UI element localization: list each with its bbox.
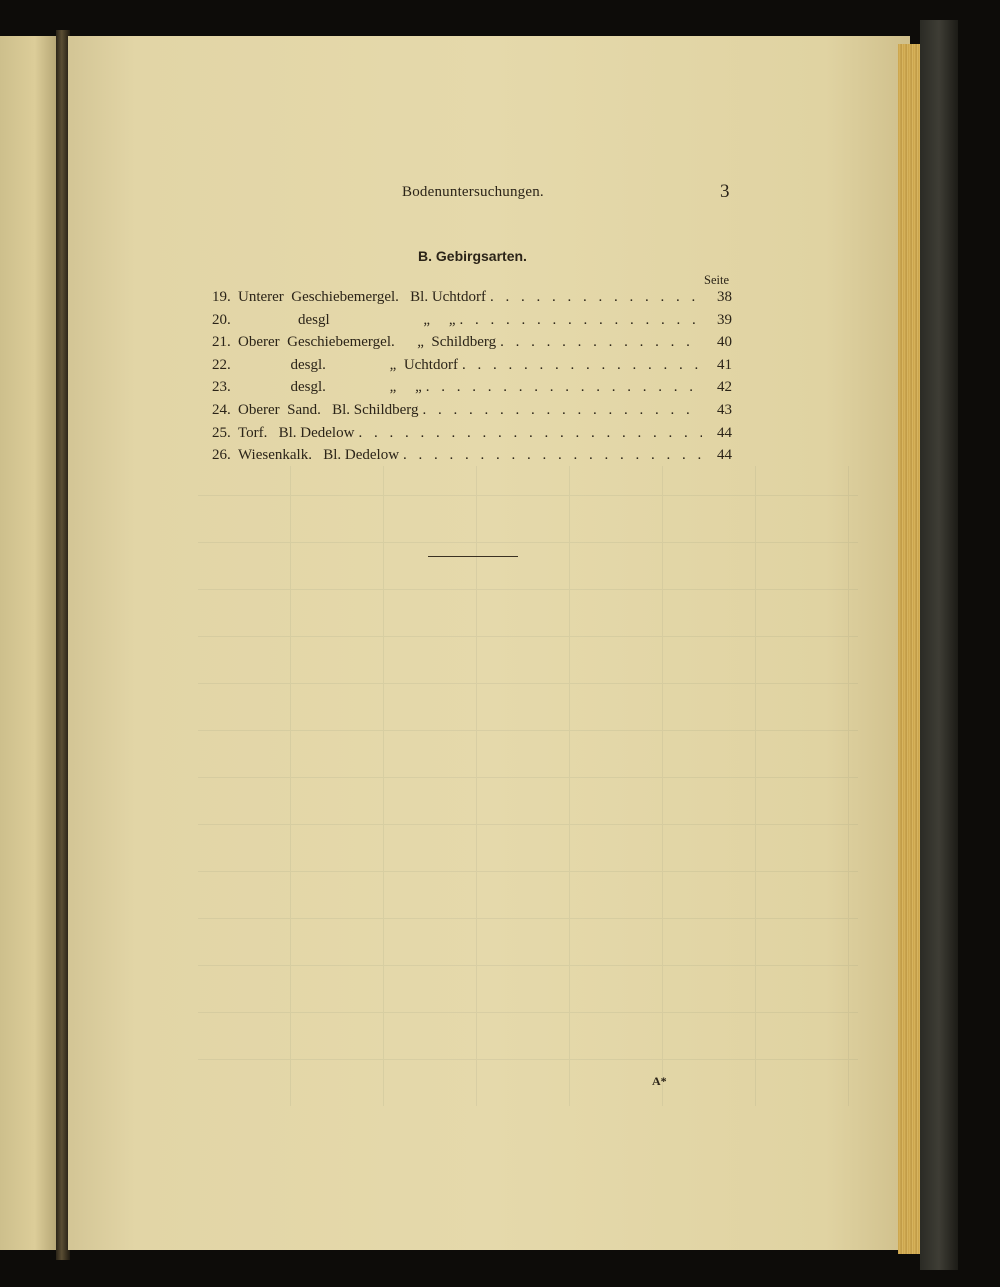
entry-page: 41: [717, 356, 732, 373]
entry-number: 23.: [212, 379, 231, 396]
entry-number: 21.: [212, 334, 231, 351]
dot-leader: [423, 402, 702, 419]
dot-leader: [462, 357, 702, 374]
entry-text: desgl „ „: [238, 311, 456, 328]
dot-leader: [358, 425, 702, 442]
page-column-header: Seite: [704, 273, 729, 287]
entry-page: 44: [717, 447, 732, 464]
dot-leader: [490, 289, 702, 306]
entry-text: Oberer Geschiebemergel. „ Schildberg: [238, 334, 497, 351]
left-page: [0, 36, 58, 1250]
section-end-rule: [428, 556, 518, 557]
entry-number: 24.: [212, 401, 231, 418]
entry-text: Wiesenkalk. Bl. Dedelow: [238, 447, 400, 464]
toc-entry: [212, 312, 732, 335]
dot-leader: [459, 312, 702, 329]
book-spine: [920, 20, 958, 1270]
printer-signature: A*: [652, 1074, 667, 1088]
entry-number: 22.: [212, 356, 231, 373]
entry-text: desgl. „ Uchtdorf: [238, 356, 458, 373]
dot-leader: [500, 334, 702, 351]
toc-entry: [212, 334, 732, 357]
toc-entry: [212, 402, 732, 425]
toc-entry: [212, 425, 732, 448]
toc-entry: [212, 447, 732, 470]
toc-entry: [212, 357, 732, 380]
toc-entry: [212, 379, 732, 402]
entry-number: 20.: [212, 311, 231, 328]
page-number: 3: [720, 181, 730, 202]
entry-page: 42: [717, 379, 732, 396]
entry-page: 39: [717, 311, 732, 328]
entry-page: 44: [717, 424, 732, 441]
entry-text: Oberer Sand. Bl. Schildberg: [238, 401, 419, 418]
entry-page: 40: [717, 334, 732, 351]
entry-page: 43: [717, 401, 732, 418]
book-page: [68, 36, 910, 1250]
section-title: B. Gebirgsarten.: [418, 248, 527, 264]
dot-leader: [426, 379, 702, 396]
page-edges: [898, 44, 922, 1254]
entry-page: 38: [717, 289, 732, 305]
entry-text: desgl. „ „: [238, 379, 422, 396]
entry-text: Unterer Geschiebemergel. Bl. Uchtdorf: [238, 289, 486, 305]
running-head: Bodenuntersuchungen.: [402, 184, 544, 200]
entry-number: 25.: [212, 424, 231, 441]
entry-number: 19.: [212, 289, 231, 305]
toc-list: [212, 289, 732, 470]
toc-entry: [212, 289, 732, 312]
bleed-through-table: [198, 466, 858, 1106]
entry-text: Torf. Bl. Dedelow: [238, 424, 355, 441]
dot-leader: [403, 447, 702, 464]
entry-number: 26.: [212, 447, 231, 464]
